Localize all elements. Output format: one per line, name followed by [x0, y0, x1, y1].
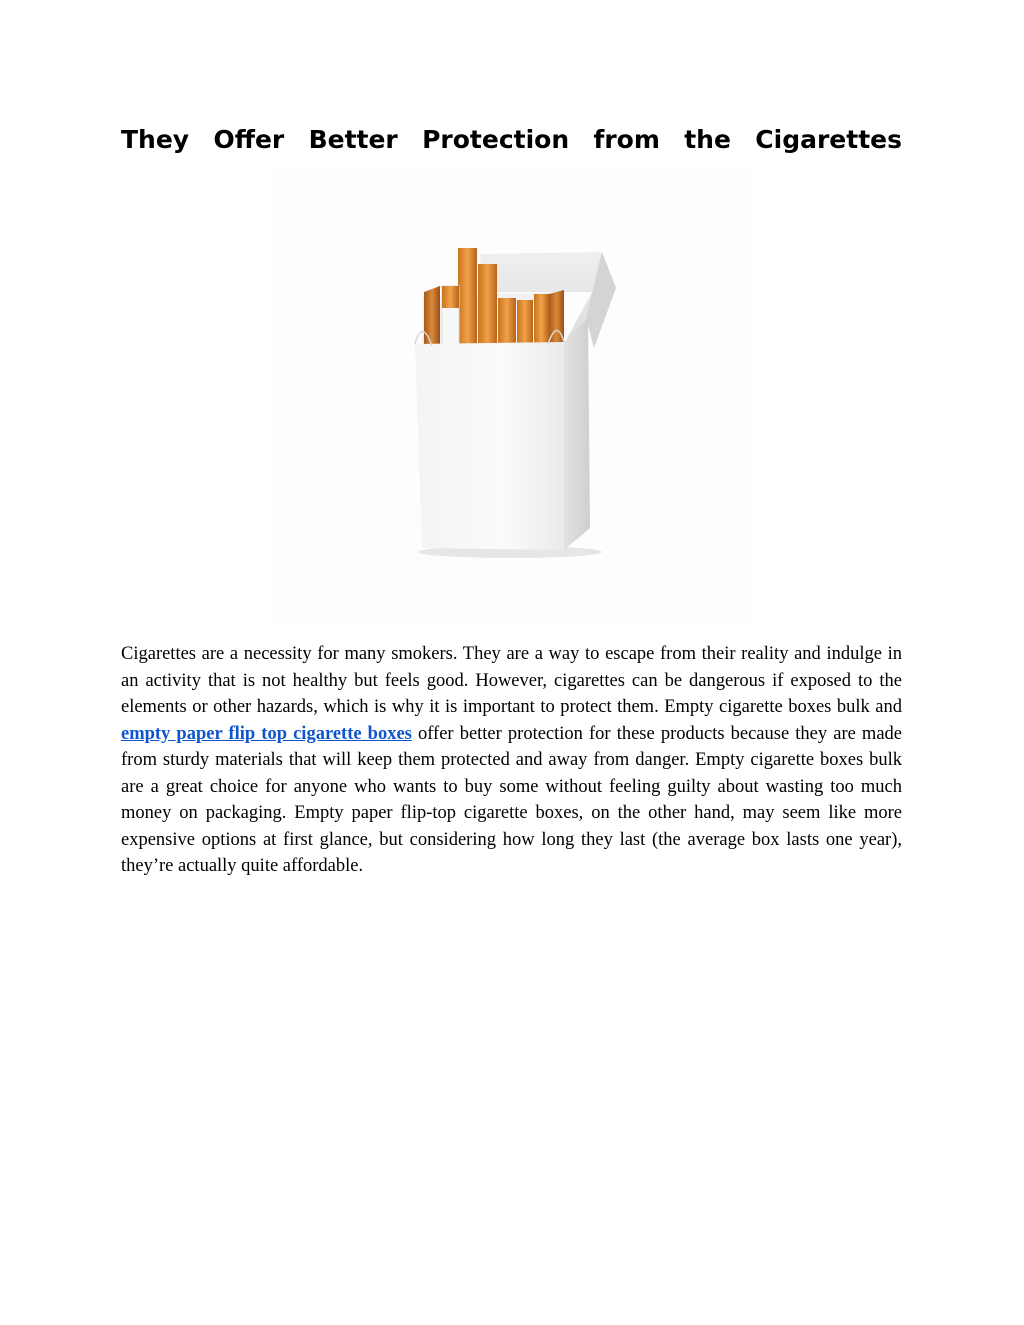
- cigarette-box-illustration: [272, 168, 750, 624]
- title-word: Offer: [213, 125, 285, 154]
- paragraph-text-after-link: offer better protection for these products because they are made from sturdy materials that will keep them protected and away from danger. Empty cigarette boxes bulk are a great choice for anyone who wants to buy some without feeling guilty about wasting too much money on packaging. Empty paper flip-top cigarette boxes, on the other hand, may seem like more expensive options at first glance, but considering how long they last (the average box lasts one year), they’re actually quite affordable.: [121, 723, 902, 876]
- title-word: Cigarettes: [755, 125, 902, 154]
- cigarette-box-image: [272, 168, 750, 624]
- title-word: Protection: [422, 125, 570, 154]
- paragraph-text-before-link: Cigarettes are a necessity for many smokers. They are a way to escape from their reality and indulge in an activity that is not healthy but feels good. However, cigarettes can be dangerous if exposed to the elements or other hazards, which is why it is important to protect them. Empty cigarette boxes bulk and: [121, 644, 902, 717]
- title-word: Better: [308, 125, 398, 154]
- title-word: from: [593, 125, 660, 154]
- title-word: They: [121, 125, 190, 154]
- body-paragraph: [121, 641, 902, 880]
- title-word: the: [684, 125, 731, 154]
- flip-top-boxes-link[interactable]: empty paper flip top cigarette boxes: [121, 723, 412, 744]
- page-title: [121, 118, 902, 162]
